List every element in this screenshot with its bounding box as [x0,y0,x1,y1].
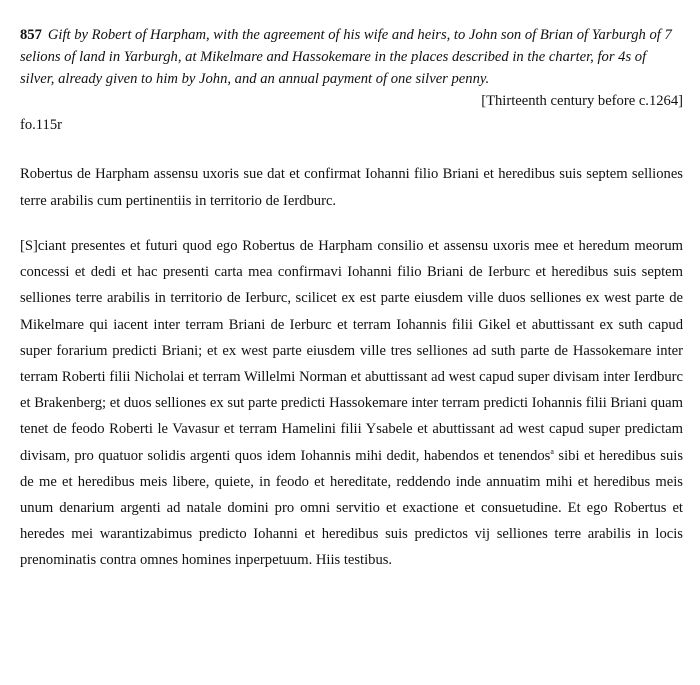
entry-number: 857 [20,27,42,43]
charter-text-part1: [S]ciant presentes et futuri quod ego Robertus de Harpham consilio et assensu uxoris mee et heredum meorum concessi et dedi et hac presenti carta mea confirmavi Iohanni filio Briani de Ierburc et heredibus suis septem selliones terre arabilis in territorio de Ierburc, scilicet ex est parte eiusdem ville duos selliones ex west parte de Mikelmare qui iacent inter terram Briani de Ierburc et terram Iohannis filii Gikel et abuttissant ex suth capud super forarium predicti Briani; et ex west parte eiusdem ville tres selliones ad suth parte de Hassokemare inter terram Roberti filii Nicholai et terram Willelmi Norman et abuttissant ad west capud super divisam inter Ierdburc et Brakenberg; et duos selliones ex sut parte predicti Hassokemare inter terram predicti Iohannis filii Briani quam tenet de feodo Roberti le Vavasur et terram Hamelini filii Ysabele et abuttissant ad west capud super predictam divisam, pro quatuor solidis argenti quos idem Iohannis mihi dedit, habendos et tenendos [20,238,683,464]
entry-heading [20,24,683,90]
footnote-marker: a [550,446,554,456]
entry-summary: Gift by Robert of Harpham, with the agreement of his wife and heirs, to John son of Brian of Yarburgh of 7 selions of land in Yarburgh, at Mikelmare and Hassokemare in the places described in the charter, for 4s of silver, already given to him by John, and an annual payment of one silver penny. [20,27,672,87]
charter-text [20,233,683,574]
latin-rubric: Robertus de Harpham assensu uxoris sue dat et confirmat Iohanni filio Briani et heredibus suis septem selliones terre arabilis cum pertinentiis in territorio de Ierdburc. [20,166,683,209]
entry-date: [Thirteenth century before c.1264] [481,93,683,109]
charter-text-part2: sibi et heredibus suis de me et heredibus meis libere, quiete, in feodo et hereditate, reddendo inde annuatim mihi et heredibus meis unum denarium argenti ad natale domini pro omni servitio et exactione et consuetudine. Et ego Robertus et heredes mei warantizabimus predicto Iohanni et heredibus suis predictos vij selliones terre arabilis in locis prenominatis contra omnes homines inperpetuum. Hiis testibus. [20,447,683,569]
document-page [20,24,683,574]
folio-reference: fo.115r [20,117,63,133]
